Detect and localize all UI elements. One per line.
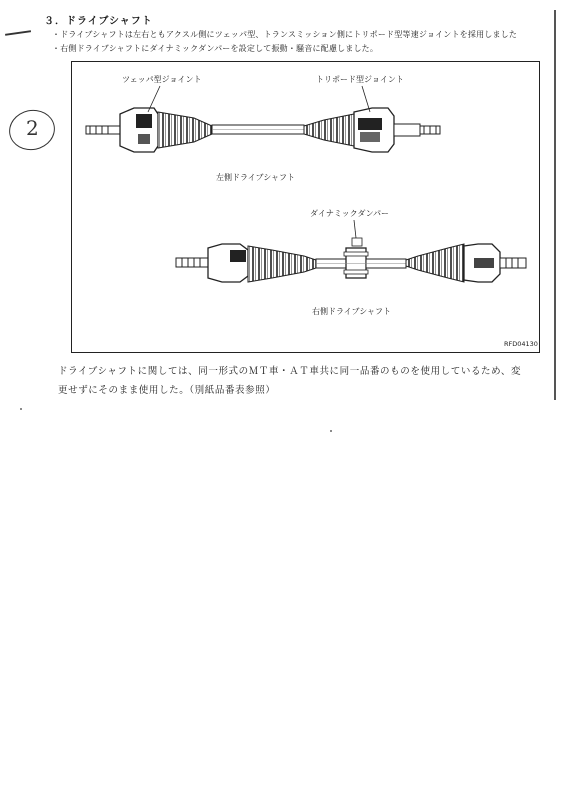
label-tripod-joint: トリポード型ジョイント [316,75,404,84]
label-right-drive-shaft: 右側ドライブシャフト [312,307,392,316]
bullet-dynamic-damper: ・右側ドライブシャフトにダイナミックダンパーを設定して振動・騒音に配慮しました。 [52,44,379,53]
body-line-2: 更せずにそのまま使用した。（別紙品番表参照） [58,385,276,396]
body-paragraph [58,362,528,400]
right-drive-shaft-drawing [176,220,526,282]
label-zeppa-joint: ツェッパ型ジョイント [122,75,202,84]
scan-margin-line [554,10,556,400]
drive-shaft-illustration [72,62,541,354]
left-drive-shaft-drawing [86,86,440,152]
label-left-drive-shaft: 左側ドライブシャフト [216,173,296,182]
bullet-joint-types: ・ドライブシャフトは左右ともアクスル側にツェッパ型、トランスミッション側にトリポード型等速ジョイントを採用しました [52,30,518,39]
drive-shaft-figure [71,61,540,353]
scan-speck [330,430,332,432]
handwritten-dash-mark [5,30,31,35]
body-line-1: ドライブシャフトに関しては、同一形式のＭＴ車・ＡＴ車共に同一品番のものを使用しているため、変 [58,366,522,377]
handwritten-mark: 2 [26,116,39,140]
section-title: ３．ドライブシャフト [44,16,153,27]
figure-code: RFD04130 [504,340,538,348]
scan-speck [20,408,22,410]
label-dynamic-damper: ダイナミックダンパー [310,209,390,218]
